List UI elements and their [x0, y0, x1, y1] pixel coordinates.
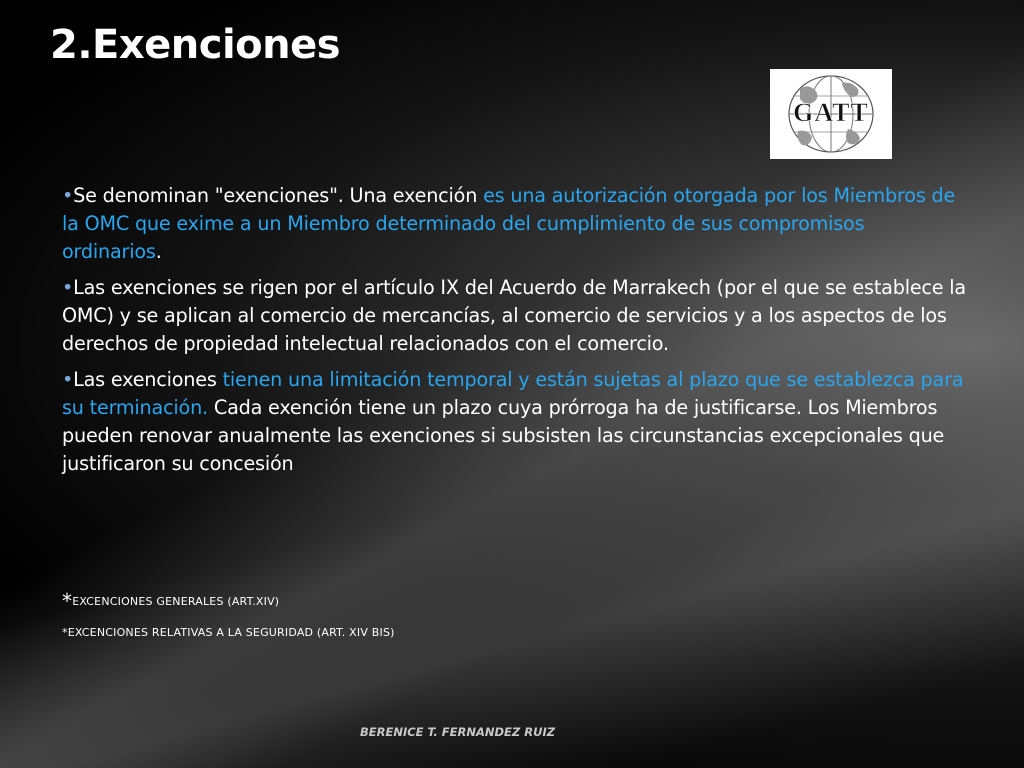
asterisk: * — [62, 589, 73, 613]
bullet-paragraph-2 — [62, 274, 967, 358]
paragraph-3-text: Las exenciones — [73, 368, 223, 391]
note-security-exemptions: *EXCENCIONES RELATIVAS A LA SEGURIDAD (ART. XIV BIS) — [62, 626, 395, 639]
paragraph-1-highlight: es una autorización otorgada por los Miembros de la OMC que exime a un Miembro determinado del cumplimiento de sus compromisos ordinarios — [62, 184, 956, 263]
logo-text: GATT — [793, 98, 869, 127]
paragraph-3-end: Cada exención tiene un plazo cuya prórroga ha de justificarse. Los Miembros pueden renovar anualmente las exenciones si subsisten las circunstancias excepcionales que justificaron su concesión — [62, 396, 945, 475]
gatt-logo — [770, 69, 892, 159]
bullet-paragraph-3 — [62, 366, 967, 478]
paragraph-1-end: . — [155, 240, 162, 263]
bullet-icon: • — [62, 276, 74, 299]
note-1-text: EXCENCIONES GENERALES (ART.XIV) — [72, 595, 280, 608]
slide-body — [62, 182, 967, 486]
bullet-icon: • — [62, 184, 74, 207]
paragraph-1-text: Se denominan "exenciones". Una exención — [73, 184, 484, 207]
paragraph-3-highlight: tienen una limitación temporal y están sujetas al plazo que se establezca para su terminación. — [62, 368, 964, 419]
note-general-exemptions — [62, 586, 280, 613]
slide-footer-author: BERENICE T. FERNANDEZ RUIZ — [360, 725, 556, 739]
bullet-icon: • — [62, 368, 74, 391]
bullet-paragraph-1 — [62, 182, 967, 266]
paragraph-2-text: Las exenciones se rigen por el artículo IX del Acuerdo de Marrakech (por el que se establece la OMC) y se aplican al comercio de mercancías, al comercio de servicios y a los aspectos de los derechos de propiedad intelectual relacionados con el comercio. — [62, 276, 966, 355]
slide-title: 2.Exenciones — [50, 22, 341, 68]
gatt-globe-icon — [770, 69, 892, 159]
